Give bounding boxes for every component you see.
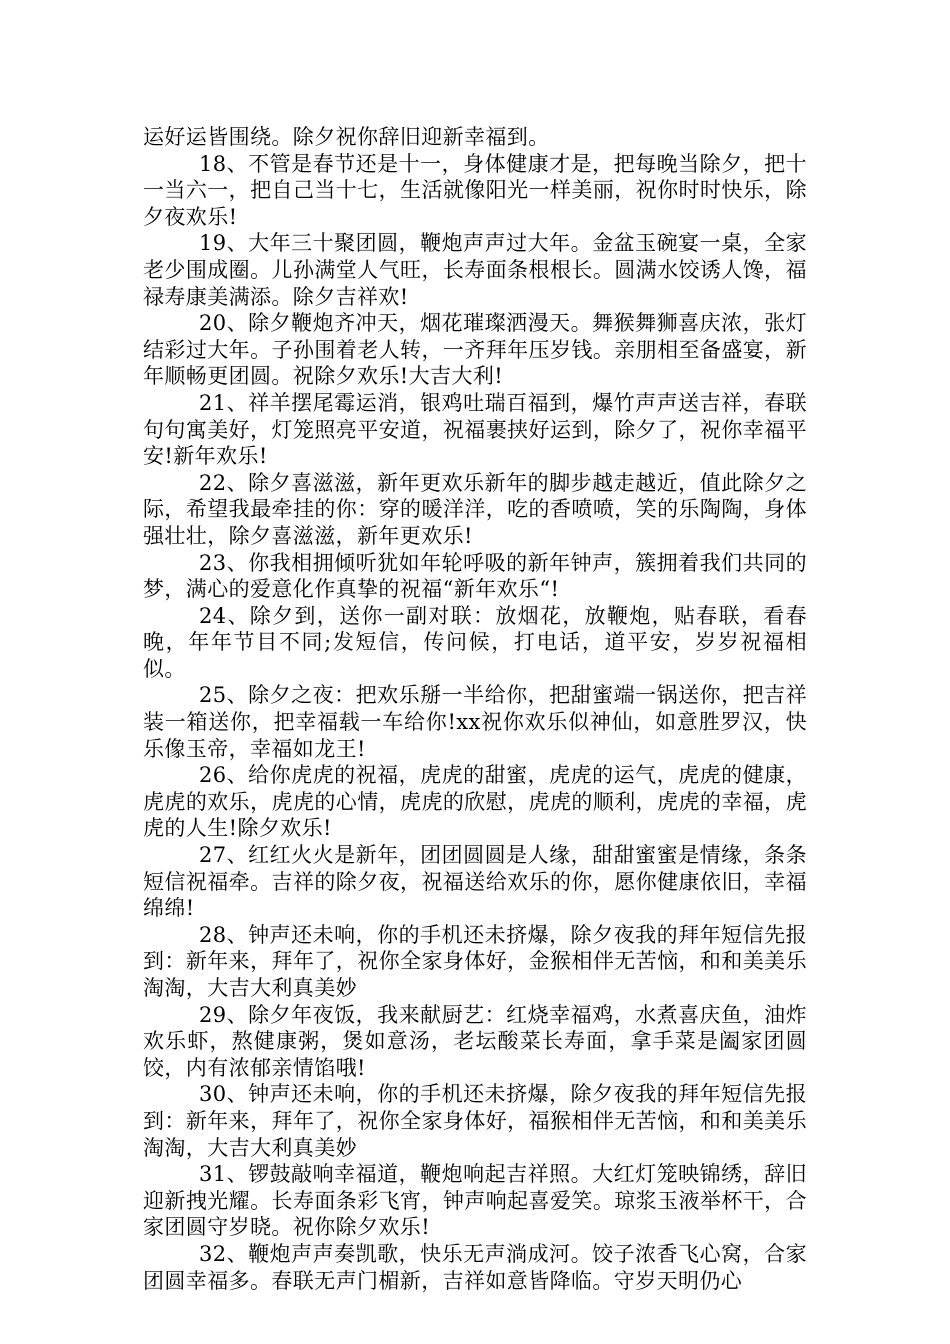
paragraph-23: 23、你我相拥倾听犹如年轮呼吸的新年钟声，簇拥着我们共同的梦，满心的爱意化作真挚的祝福“新年欢乐“!	[143, 550, 807, 602]
document-body	[143, 124, 807, 1294]
paragraph-20: 20、除夕鞭炮齐冲天，烟花璀璨洒漫天。舞猴舞狮喜庆浓，张灯结彩过大年。子孙围着老人转，一齐拜年压岁钱。亲朋相至备盛宴，新年顺畅更团圆。祝除夕欢乐!大吉大利!	[143, 311, 807, 389]
paragraph-19: 19、大年三十聚团圆，鞭炮声声过大年。金盆玉碗宴一桌，全家老少围成圈。儿孙满堂人气旺，长寿面条根根长。圆满水饺诱人馋，福禄寿康美满添。除夕吉祥欢!	[143, 231, 807, 309]
paragraph-18: 18、不管是春节还是十一，身体健康才是，把每晚当除夕，把十一当六一，把自己当十七，生活就像阳光一样美丽，祝你时时快乐，除夕夜欢乐!	[143, 151, 807, 229]
paragraph-29: 29、除夕年夜饭，我来献厨艺：红烧幸福鸡，水煮喜庆鱼，油炸欢乐虾，熬健康粥，煲如意汤，老坛酸菜长寿面，拿手菜是阖家团圆饺，内有浓郁亲情馅哦!	[143, 1002, 807, 1080]
paragraph-31: 31、锣鼓敲响幸福道，鞭炮响起吉祥照。大红灯笼映锦绣，辞旧迎新拽光耀。长寿面条彩飞宵，钟声响起喜爱笑。琼浆玉液举杯干，合家团圆守岁晓。祝你除夕欢乐!	[143, 1162, 807, 1240]
paragraph-27: 27、红红火火是新年，团团圆圆是人缘，甜甜蜜蜜是情缘，条条短信祝福牵。吉祥的除夕夜，祝福送给欢乐的你，愿你健康依旧，幸福绵绵!	[143, 843, 807, 921]
paragraph-continuation: 运好运皆围绕。除夕祝你辞旧迎新幸福到。	[143, 125, 550, 149]
paragraph-21: 21、祥羊摆尾霉运消，银鸡吐瑞百福到，爆竹声声送吉祥，春联句句寓美好，灯笼照亮平安道，祝福裹挟好运到，除夕了，祝你幸福平安!新年欢乐!	[143, 390, 807, 469]
paragraph-32: 32、鞭炮声声奏凯歌，快乐无声淌成河。饺子浓香飞心窝，合家团圆幸福多。春联无声门楣新，吉祥如意皆降临。守岁天明仍心	[143, 1241, 807, 1293]
paragraph-22: 22、除夕喜滋滋，新年更欢乐新年的脚步越走越近，值此除夕之际，希望我最牵挂的你：穿的暖洋洋，吃的香喷喷，笑的乐陶陶，身体强壮壮，除夕喜滋滋，新年更欢乐!	[143, 470, 807, 548]
paragraph-28: 28、钟声还未响，你的手机还未挤爆，除夕夜我的拜年短信先报到：新年来，拜年了，祝你全家身体好，金猴相伴无苦恼，和和美美乐淘淘，大吉大利真美妙	[143, 922, 807, 1000]
paragraph-25: 25、除夕之夜：把欢乐掰一半给你，把甜蜜端一锅送你，把吉祥装一箱送你，把幸福载一车给你!xx祝你欢乐似神仙，如意胜罗汉，快乐像玉帝，幸福如龙王!	[143, 683, 807, 761]
paragraph-26: 26、给你虎虎的祝福，虎虎的甜蜜，虎虎的运气，虎虎的健康，虎虎的欢乐，虎虎的心情，虎虎的欣慰，虎虎的顺利，虎虎的幸福，虎虎的人生!除夕欢乐!	[143, 763, 807, 841]
paragraph-30: 30、钟声还未响，你的手机还未挤爆，除夕夜我的拜年短信先报到：新年来，拜年了，祝你全家身体好，福猴相伴无苦恼，和和美美乐淘淘，大吉大利真美妙	[143, 1082, 807, 1160]
paragraph-24: 24、除夕到，送你一副对联：放烟花，放鞭炮，贴春联，看春晚，年年节目不同;发短信，传问候，打电话，道平安，岁岁祝福相似。	[143, 603, 807, 681]
